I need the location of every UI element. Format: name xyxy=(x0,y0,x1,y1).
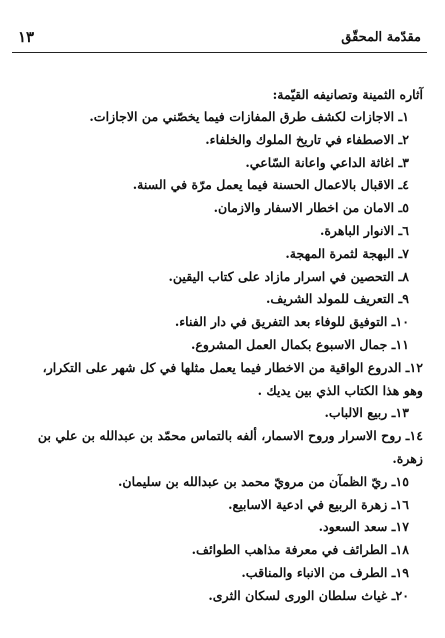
list-item xyxy=(16,197,423,220)
list-item-line: ١٣ـ ربيع الالباب. xyxy=(324,405,409,421)
list-item xyxy=(16,220,423,243)
list-item-line: ١٨ـ الطرائف في معرفة مذاهب الطوائف. xyxy=(191,542,409,558)
item-continuation: زهرة. xyxy=(392,450,423,466)
list-item xyxy=(16,402,423,425)
page-number: ١٣ xyxy=(18,28,35,46)
item-number: ١٧ xyxy=(395,519,409,535)
list-item xyxy=(16,174,423,197)
list-item xyxy=(16,311,423,334)
list-item-line: ٢٠ـ غياث سلطان الورى لسكان الثرى. xyxy=(208,587,409,603)
list-item-line: ٩ـ التعريف للمولد الشريف. xyxy=(265,291,409,307)
list-item xyxy=(16,585,423,608)
item-title: الاجازات لكشف طرق المفازات فيما يخصّني من الاجازات. xyxy=(89,109,395,124)
list-item-line: ٤ـ الاقبال بالاعمال الحسنة فيما يعمل مرّة في السنة. xyxy=(132,177,409,193)
list-item-line: ١٠ـ التوفيق للوفاء بعد التفريق في دار الفناء. xyxy=(174,314,409,330)
list-item xyxy=(16,266,423,289)
item-title: الطرائف في معرفة مذاهب الطوائف. xyxy=(191,542,388,558)
item-title: الطرف من الانباء والمناقب. xyxy=(241,564,388,580)
list-item xyxy=(16,516,423,539)
item-title: الانوار الباهرة. xyxy=(319,222,395,238)
running-title: مقدّمة المحقّق xyxy=(341,29,421,45)
section-heading: آثاره الثمينة وتصانيفه القيّمة: xyxy=(272,87,423,102)
item-title: اغاثة الداعي واعانة السّاعي. xyxy=(245,154,395,170)
item-number: ٧ xyxy=(402,245,409,261)
list-item xyxy=(16,562,423,585)
item-number: ٣ xyxy=(402,154,409,170)
item-number: ١٣ xyxy=(395,405,409,421)
list-item xyxy=(16,357,423,403)
list-item-line: ١٤ـ روح الاسرار وروح الاسمار، ألفه بالتماس محمّد بن عبدالله بن علي بن xyxy=(37,428,423,444)
item-title: التحصين في اسرار مازاد على كتاب اليقين. xyxy=(168,268,395,284)
list-item xyxy=(16,471,423,494)
list-item-line: ١٢ـ الدروع الواقية من الاخطار فيما يعمل مثلها في كل شهر على التكرار، xyxy=(42,359,423,375)
item-number: ٩ xyxy=(402,291,409,307)
item-number: ١٥ xyxy=(395,473,409,489)
item-number: ١٦ xyxy=(395,496,409,512)
page-body xyxy=(16,84,423,608)
list-item xyxy=(16,243,423,266)
list-item xyxy=(16,129,423,152)
list-item xyxy=(16,425,423,471)
list-item-line: ٢ـ الاصطفاء في تاريخ الملوك والخلفاء. xyxy=(205,131,409,147)
item-number: ١١ xyxy=(395,336,409,352)
list-item-line: ٦ـ الانوار الباهرة. xyxy=(319,222,409,238)
item-title: الاصطفاء في تاريخ الملوك والخلفاء. xyxy=(205,131,395,147)
item-title: ريّ الظمآن من مرويّ محمد بن عبدالله بن سليمان. xyxy=(117,473,388,489)
item-title: جمال الاسبوع بكمال العمل المشروع. xyxy=(191,336,388,352)
item-title: سعد السعود. xyxy=(318,519,388,535)
item-number: ٢ xyxy=(402,131,409,147)
item-number: ٦ xyxy=(402,222,409,238)
item-title: ربيع الالباب. xyxy=(324,405,388,421)
item-number: ٨ xyxy=(402,268,409,284)
list-item-line: ٥ـ الامان من اخطار الاسفار والازمان. xyxy=(213,200,409,216)
item-title: البهجة لثمرة المهجة. xyxy=(285,245,395,261)
list-item xyxy=(16,152,423,175)
list-item-line: ١١ـ جمال الاسبوع بكمال العمل المشروع. xyxy=(191,336,409,352)
item-number: ١٢ xyxy=(409,359,423,375)
item-number: ٢٠ xyxy=(395,587,409,603)
item-number: ١ xyxy=(402,109,409,124)
item-number: ٥ xyxy=(402,200,409,216)
list-item-line: ١٥ـ ريّ الظمآن من مرويّ محمد بن عبدالله بن سليمان. xyxy=(117,473,409,489)
list-item-line: ٣ـ اغاثة الداعي واعانة السّاعي. xyxy=(245,154,409,170)
works-list xyxy=(16,106,423,608)
item-title: الامان من اخطار الاسفار والازمان. xyxy=(213,200,395,216)
item-title: التعريف للمولد الشريف. xyxy=(265,291,395,307)
item-title: غياث سلطان الورى لسكان الثرى. xyxy=(208,587,388,603)
item-number: ١٨ xyxy=(395,542,409,558)
list-item xyxy=(16,106,423,129)
header-rule xyxy=(12,52,427,53)
item-title: الدروع الواقية من الاخطار فيما يعمل مثلها في كل شهر على التكرار، xyxy=(42,359,402,375)
list-item xyxy=(16,334,423,357)
item-title: زهرة الربيع في ادعية الاسابيع. xyxy=(228,496,388,512)
item-title: التوفيق للوفاء بعد التفريق في دار الفناء. xyxy=(174,314,388,330)
item-title: الاقبال بالاعمال الحسنة فيما يعمل مرّة في السنة. xyxy=(132,177,395,193)
list-item-line: ١٧ـ سعد السعود. xyxy=(318,519,409,535)
list-item-line: ١ـ الاجازات لكشف طرق المفازات فيما يخصّني من الاجازات. xyxy=(89,109,409,124)
list-item-line: ٧ـ البهجة لثمرة المهجة. xyxy=(285,245,409,261)
item-number: ١٤ xyxy=(409,428,423,444)
list-item-line: ٨ـ التحصين في اسرار مازاد على كتاب اليقين. xyxy=(168,268,409,284)
item-number: ١٠ xyxy=(395,314,409,330)
list-item xyxy=(16,494,423,517)
list-item-line: ١٩ـ الطرف من الانباء والمناقب. xyxy=(241,564,409,580)
page-header xyxy=(18,24,421,50)
item-number: ٤ xyxy=(402,177,409,193)
list-item xyxy=(16,539,423,562)
item-continuation: وهو هذا الكتاب الذي بين يديك . xyxy=(257,382,423,398)
item-title: روح الاسرار وروح الاسمار، ألفه بالتماس محمّد بن عبدالله بن علي بن xyxy=(37,428,402,444)
item-number: ١٩ xyxy=(395,564,409,580)
list-item-line: ١٦ـ زهرة الربيع في ادعية الاسابيع. xyxy=(228,496,409,512)
list-item xyxy=(16,288,423,311)
